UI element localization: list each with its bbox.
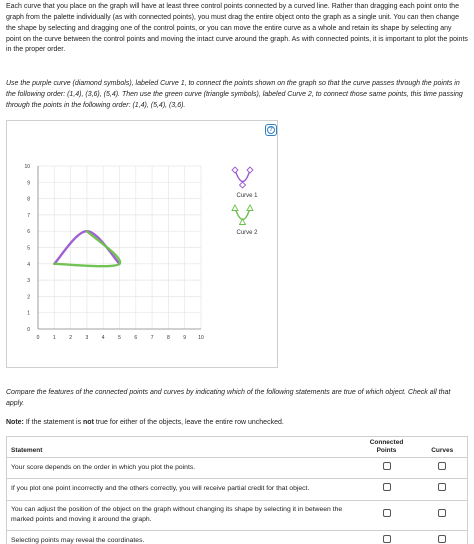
curve-1-palette-icon: [235, 170, 250, 182]
note-emph: not: [83, 419, 94, 426]
y-tick-label: 7: [27, 212, 30, 219]
curve-1-diamond-icon: [247, 167, 253, 173]
note-post: true for either of the objects, leave the entire row unchecked.: [93, 419, 284, 426]
note-label: Note:: [6, 419, 24, 426]
x-tick-label: 1: [52, 335, 56, 341]
connected-points-checkbox[interactable]: [383, 462, 391, 470]
col-curves: Curves: [418, 437, 468, 458]
y-tick-label: 10: [24, 164, 30, 170]
instruction-paragraph: Use the purple curve (diamond symbols), labeled Curve 1, to connect the points shown on the graph so that the curve passes through the points in the following order: (1,4), (3,6), (5,4). Then use the green curve (triangle symbols), labeled Curve 2, to connect those same points, this time passing through the points in the following order: (1,4), (5,4), (3,6).: [6, 80, 463, 109]
curve-2-triangle-icon: [232, 205, 238, 211]
y-tick-label: 9: [27, 180, 30, 187]
note-pre: If the statement is: [23, 419, 84, 426]
col-connected-points: Connected Points: [356, 437, 418, 458]
statement-text: Selecting points may reveal the coordinates.: [7, 530, 356, 544]
graph-canvas[interactable]: [7, 121, 277, 367]
y-tick-label: 3: [27, 278, 30, 285]
col-statement: Statement: [7, 437, 356, 458]
x-tick-label: 6: [134, 335, 138, 341]
x-tick-label: 7: [150, 335, 154, 341]
curves-checkbox[interactable]: [438, 535, 446, 543]
x-tick-label: 4: [101, 335, 105, 341]
help-icon: ?: [267, 126, 275, 134]
curve-1-diamond-icon: [240, 182, 246, 188]
x-tick-label: 0: [36, 335, 40, 341]
x-tick-label: 2: [69, 335, 72, 341]
curve-2-label[interactable]: Curve 2: [236, 230, 258, 236]
curves-checkbox[interactable]: [438, 509, 446, 517]
x-tick-label: 5: [118, 335, 121, 341]
x-tick-label: 10: [198, 335, 204, 341]
curve-2-triangle-icon: [247, 205, 253, 211]
graph-panel: [6, 120, 278, 368]
statement-text: If you plot one point incorrectly and the others correctly, you will receive partial credit for that object.: [7, 479, 356, 501]
curve-1-diamond-icon: [232, 167, 238, 173]
curve-1-label[interactable]: Curve 1: [236, 193, 258, 199]
table-row: [7, 479, 468, 501]
table-row: [7, 500, 468, 530]
table-header-row: [7, 437, 468, 458]
curve-2-triangle-icon: [240, 219, 246, 225]
y-tick-label: 1: [27, 310, 30, 317]
intro-paragraph: Each curve that you place on the graph will have at least three control points connected by a curved line. Rather than dragging each point onto the graph from the palette individually (as with connected points), you must drag the entire object onto the graph as a single unit. You can then change the shape by selecting and dragging one of the control points, or you can move the entire curve as a whole and retain its shape by selecting any point on the curve between the control points and moving the intact curve around the graph. As with connected points, it is important to plot the points in the proper order.: [6, 3, 468, 54]
note-paragraph: [6, 418, 468, 429]
x-tick-label: 8: [167, 335, 170, 341]
statement-table: [6, 436, 468, 544]
y-tick-label: 0: [27, 327, 30, 333]
connected-points-checkbox[interactable]: [383, 483, 391, 491]
curves-checkbox[interactable]: [438, 462, 446, 470]
compare-paragraph: Compare the features of the connected points and curves by indicating which of the following statements are true of which object. Check all that apply.: [6, 389, 451, 407]
statement-text: You can adjust the position of the object on the graph without changing its shape by selecting it in between the marked points and moving it around the graph.: [7, 500, 356, 530]
y-tick-label: 8: [27, 196, 30, 203]
table-row: [7, 530, 468, 544]
table-row: [7, 457, 468, 479]
connected-points-checkbox[interactable]: [383, 509, 391, 517]
connected-points-checkbox[interactable]: [383, 535, 391, 543]
y-tick-label: 6: [27, 229, 30, 236]
y-tick-label: 5: [27, 245, 30, 252]
y-tick-label: 4: [27, 261, 30, 268]
curves-checkbox[interactable]: [438, 483, 446, 491]
y-tick-label: 2: [27, 294, 30, 301]
statement-text: Your score depends on the order in which you plot the points.: [7, 457, 356, 479]
x-tick-label: 3: [85, 335, 89, 341]
x-tick-label: 9: [183, 335, 187, 341]
